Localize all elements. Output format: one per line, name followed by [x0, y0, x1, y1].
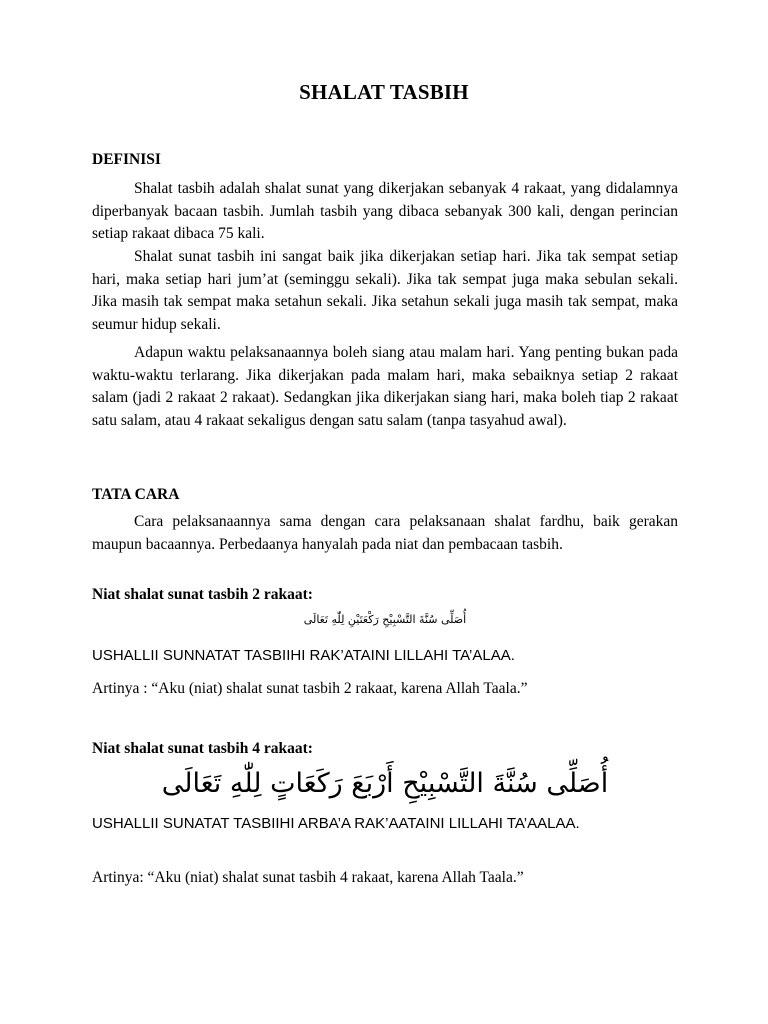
niat-2-rakaat-arabic: أُصَلِّى سُنَّةَ التَّسْبِيْحِ رَكْعَتَيْنِ لِلّٰهِ تَعَالَى: [303, 613, 467, 626]
niat-2-rakaat-translation: Artinya : “Aku (niat) shalat sunat tasbih 2 rakaat, karena Allah Taala.”: [92, 680, 528, 697]
definisi-paragraph-3: Adapun waktu pelaksanaannya boleh siang atau malam hari. Yang penting bukan pada waktu-waktu terlarang. Jika dikerjakan pada malam hari, maka sebaiknya setiap 2 rakaat salam (jadi 2 rakaat 2 rakaat). Sedangkan jika dikerjakan siang hari, maka boleh tiap 2 rakaat satu salam, atau 4 rakaat sekaligus dengan satu salam (tanpa tasyahud awal).: [92, 344, 678, 429]
niat-4-rakaat-transliteration: USHALLII SUNATAT TASBIIHI ARBA’A RAK’AATAINI LILLAHI TA’AALAA.: [92, 815, 580, 832]
document-title: SHALAT TASBIH: [299, 80, 469, 104]
niat-2-rakaat-label: Niat shalat sunat tasbih 2 rakaat:: [92, 586, 313, 603]
niat-4-rakaat-arabic: أُصَلِّى سُنَّةَ التَّسْبِيْحِ أَرْبَعَ رَكَعَاتٍ لِلّٰهِ تَعَالَى: [161, 768, 609, 799]
definisi-paragraph-1: Shalat tasbih adalah shalat sunat yang dikerjakan sebanyak 4 rakaat, yang didalamnya diperbanyak bacaan tasbih. Jumlah tasbih yang dibaca sebanyak 300 kali, dengan perincian setiap rakaat dibaca 75 kali.: [92, 180, 678, 242]
niat-4-rakaat-translation: Artinya: “Aku (niat) shalat sunat tasbih 4 rakaat, karena Allah Taala.”: [92, 869, 524, 886]
tata-cara-paragraph: Cara pelaksanaannya sama dengan cara pelaksanaan shalat fardhu, baik gerakan maupun bacaannya. Perbedaanya hanyalah pada niat dan pembacaan tasbih.: [92, 513, 678, 553]
niat-4-rakaat-label: Niat shalat sunat tasbih 4 rakaat:: [92, 740, 313, 757]
niat-2-rakaat-transliteration: USHALLII SUNNATAT TASBIIHI RAK’ATAINI LILLAHI TA’ALAA.: [92, 647, 515, 664]
heading-definisi: DEFINISI: [92, 151, 161, 168]
definisi-paragraph-2: Shalat sunat tasbih ini sangat baik jika dikerjakan setiap hari. Jika tak sempat setiap hari, maka setiap hari jum’at (seminggu sekali). Jika tak sempat juga maka sebulan sekali. Jika masih tak sempat maka setahun sekali. Jika setahun sekali juga masih tak sempat, maka seumur hidup sekali.: [92, 248, 678, 333]
heading-tata-cara: TATA CARA: [92, 486, 180, 503]
